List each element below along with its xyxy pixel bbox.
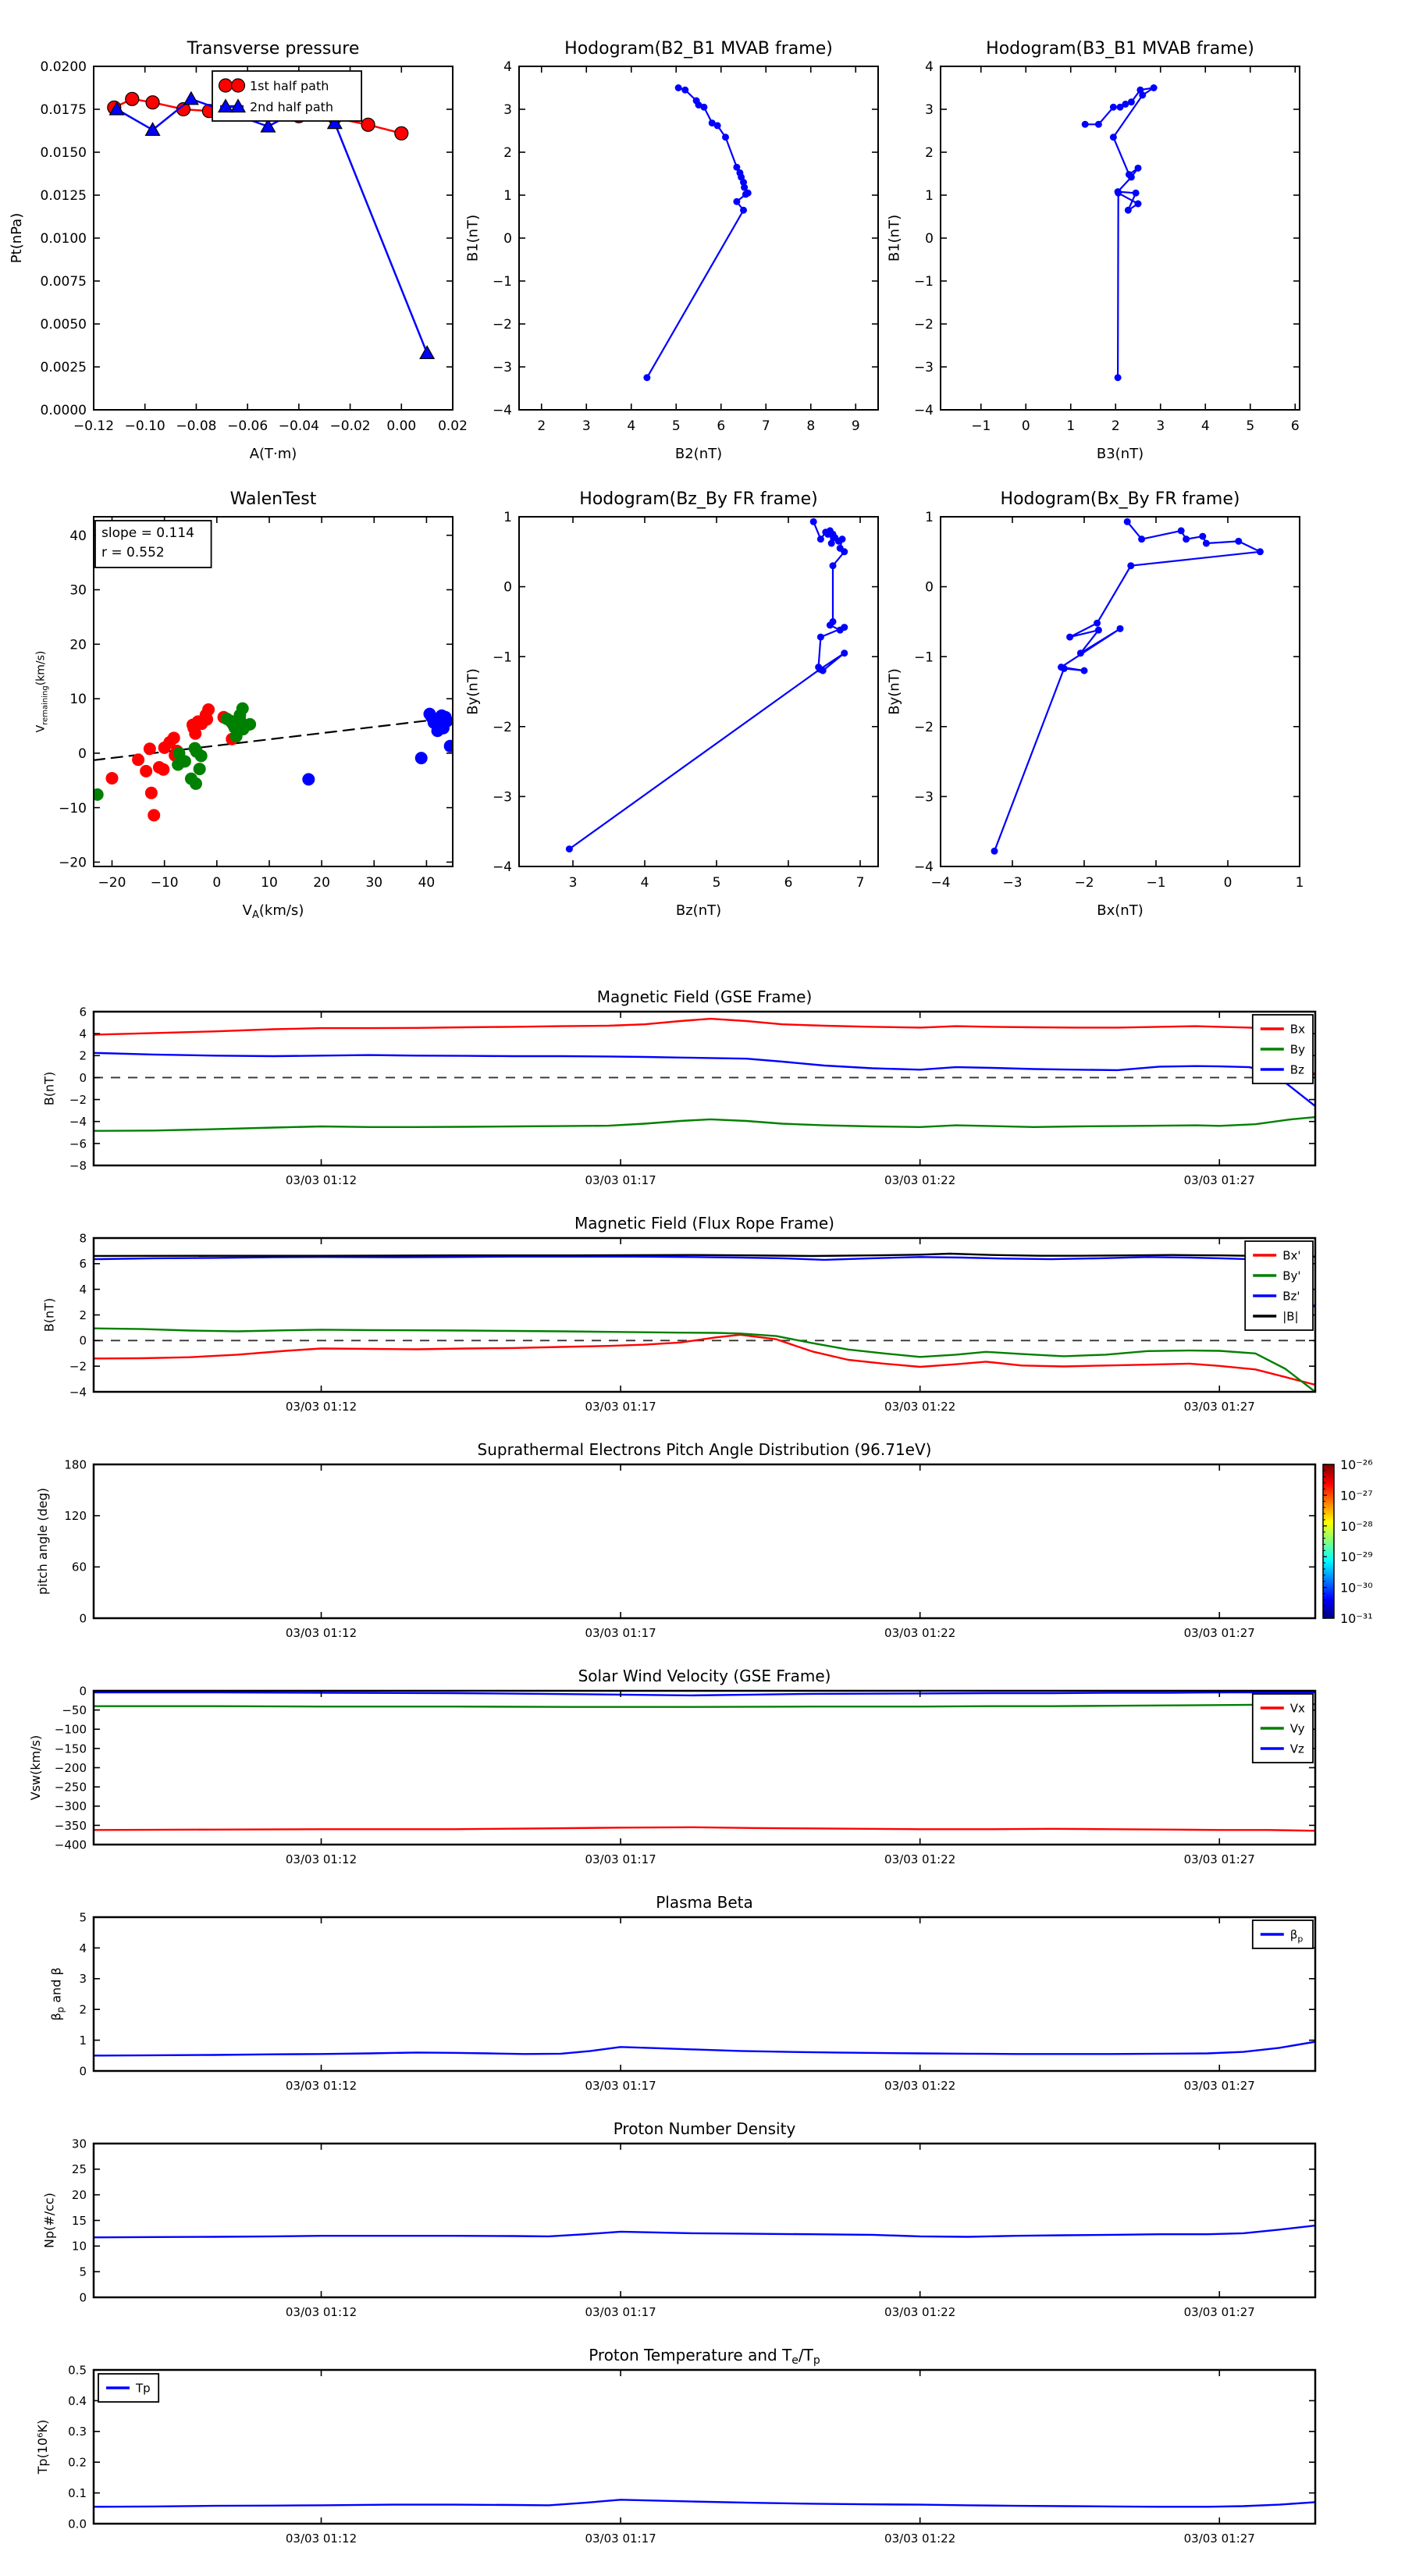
y-tick-label: −3 bbox=[913, 360, 934, 376]
axis-ticks bbox=[94, 517, 453, 866]
legend-label: Vx bbox=[1289, 1701, 1305, 1716]
x-tick-label: 03/03 01:22 bbox=[884, 1852, 956, 1866]
y-tick-label: 0.4 bbox=[68, 2393, 87, 2408]
series-B bbox=[94, 1254, 1315, 1257]
panel-title: Hodogram(B3_B1 MVAB frame) bbox=[986, 39, 1254, 59]
panel-title: Proton Temperature and $T_e/T_p$ bbox=[589, 2346, 820, 2367]
y-tick-label: 8 bbox=[79, 1231, 87, 1246]
x-tick-label: 03/03 01:27 bbox=[1183, 1400, 1255, 1414]
y-tick-label: 1 bbox=[503, 188, 512, 205]
x-tick-label: 4 bbox=[640, 875, 649, 891]
axes-border bbox=[94, 2370, 1315, 2524]
x-tick-label: −0.02 bbox=[329, 418, 371, 434]
x-tick-label: 10 bbox=[261, 875, 278, 891]
series-Vz bbox=[94, 1692, 1315, 1695]
y-tick-label: 5 bbox=[79, 2265, 87, 2279]
y-tick-label: 0 bbox=[503, 231, 512, 247]
colorbar-label: 10⁻²⁸ bbox=[1340, 1518, 1373, 1534]
x-tick-label: 03/03 01:17 bbox=[585, 1173, 656, 1187]
x-tick-label: 03/03 01:17 bbox=[585, 2079, 656, 2093]
y-tick-label: 10 bbox=[71, 2239, 87, 2254]
x-tick-label: 03/03 01:27 bbox=[1183, 1626, 1255, 1640]
x-axis-label: Bz(nT) bbox=[675, 902, 722, 919]
colorbar-label: 10⁻²⁹ bbox=[1340, 1550, 1373, 1565]
panel-title: Transverse pressure bbox=[187, 39, 360, 59]
x-tick-label: 20 bbox=[313, 875, 330, 891]
y-tick-label: 0.1 bbox=[68, 2486, 87, 2500]
x-tick-label: 03/03 01:17 bbox=[585, 1626, 656, 1640]
y-tick-label: −1 bbox=[913, 274, 934, 290]
y-tick-label: −300 bbox=[54, 1799, 87, 1814]
y-tick-label: −20 bbox=[59, 855, 87, 871]
axes-border bbox=[941, 66, 1300, 410]
y-tick-label: 0 bbox=[79, 2290, 87, 2305]
legend-label: Tp bbox=[136, 2381, 151, 2396]
y-axis-label: B(nT) bbox=[41, 1297, 57, 1332]
x-tick-label: −0.04 bbox=[278, 418, 319, 434]
x-tick-label: 03/03 01:17 bbox=[585, 1852, 656, 1866]
y-tick-label: −350 bbox=[54, 1818, 87, 1833]
y-tick-label: 60 bbox=[71, 1560, 87, 1574]
x-tick-label: 03/03 01:12 bbox=[285, 2079, 357, 2093]
y-tick-label: 4 bbox=[925, 59, 934, 76]
series-Bx-By-path bbox=[991, 518, 1264, 855]
x-tick-label: 03/03 01:22 bbox=[884, 2532, 956, 2546]
y-tick-label: 0.0200 bbox=[40, 59, 87, 76]
series-2nd-interval bbox=[302, 708, 456, 786]
panel-hodogram-b2-b1 bbox=[464, 39, 878, 462]
series-center-interval bbox=[91, 703, 256, 801]
axis-ticks bbox=[519, 517, 878, 866]
y-tick-label: −3 bbox=[492, 789, 512, 806]
y-tick-label: 0.2 bbox=[68, 2455, 87, 2470]
axis-ticks bbox=[94, 1691, 1315, 1845]
legend-label: $\beta_p$ bbox=[1289, 1927, 1304, 1944]
panel-title: Hodogram(Bz_By FR frame) bbox=[579, 489, 818, 509]
x-tick-label: 6 bbox=[1290, 418, 1300, 434]
y-tick-label: −4 bbox=[69, 1115, 87, 1130]
y-tick-label: −8 bbox=[69, 1158, 87, 1173]
y-tick-label: −2 bbox=[492, 719, 512, 735]
axes-border bbox=[94, 1691, 1315, 1845]
y-tick-label: −1 bbox=[913, 649, 934, 666]
y-tick-label: 4 bbox=[79, 1026, 87, 1041]
axes-border bbox=[94, 517, 453, 866]
series-1st-interval bbox=[106, 703, 239, 821]
y-tick-label: 0 bbox=[79, 1611, 87, 1626]
y-tick-label: 0.5 bbox=[68, 2363, 87, 2378]
panel-electron-pad bbox=[35, 1440, 1373, 1640]
y-tick-label: −2 bbox=[913, 317, 934, 333]
y-tick-label: 2 bbox=[503, 145, 512, 162]
y-axis-label: B1(nT) bbox=[886, 214, 903, 262]
y-tick-label: −10 bbox=[59, 800, 87, 817]
panel-title: Hodogram(B2_B1 MVAB frame) bbox=[564, 39, 833, 59]
y-axis-label: $V_{remaining}(km/s)$ bbox=[34, 650, 50, 733]
legend-label: 1st half path bbox=[250, 78, 329, 94]
panel-title: Proton Number Density bbox=[613, 2119, 796, 2138]
y-tick-label: −50 bbox=[62, 1703, 87, 1718]
y-axis-label: B1(nT) bbox=[464, 214, 482, 262]
panel-proton-temperature bbox=[35, 2346, 1315, 2546]
y-axis-label: Np(#/cc) bbox=[41, 2193, 57, 2248]
y-tick-label: 0 bbox=[79, 1333, 87, 1348]
legend-label: |B| bbox=[1282, 1309, 1299, 1324]
x-tick-label: −3 bbox=[1002, 875, 1023, 891]
y-tick-label: −1 bbox=[492, 274, 512, 290]
x-tick-label: −0.12 bbox=[73, 418, 115, 434]
axis-ticks bbox=[94, 2370, 1315, 2524]
series-Bx bbox=[94, 1335, 1315, 1385]
x-tick-label: 03/03 01:22 bbox=[884, 1400, 956, 1414]
y-axis-label: B(nT) bbox=[41, 1071, 57, 1106]
y-tick-label: 6 bbox=[79, 1005, 87, 1019]
x-tick-label: −0.06 bbox=[227, 418, 269, 434]
y-tick-label: 0.0 bbox=[68, 2517, 87, 2532]
series-By bbox=[94, 1329, 1315, 1392]
panel-title: WalenTest bbox=[229, 489, 317, 509]
x-tick-label: 0 bbox=[1021, 418, 1030, 434]
y-tick-label: −2 bbox=[492, 317, 512, 333]
y-tick-label: −4 bbox=[492, 403, 512, 419]
x-tick-label: 6 bbox=[784, 875, 793, 891]
axis-ticks bbox=[94, 1917, 1315, 2071]
x-tick-label: 0.02 bbox=[438, 418, 468, 434]
y-tick-label: 15 bbox=[71, 2213, 87, 2228]
x-tick-label: −4 bbox=[930, 875, 951, 891]
series-By bbox=[94, 1117, 1315, 1131]
axes-border bbox=[94, 1917, 1315, 2071]
y-tick-label: 3 bbox=[925, 102, 934, 119]
x-tick-label: 8 bbox=[806, 418, 816, 434]
panel-title: Suprathermal Electrons Pitch Angle Distribution (96.71eV) bbox=[477, 1440, 932, 1459]
series-Bx bbox=[94, 1019, 1315, 1076]
legend-label: Bx bbox=[1289, 1022, 1305, 1037]
panel-hodogram-bz-by bbox=[464, 489, 878, 919]
x-tick-label: 0 bbox=[212, 875, 222, 891]
x-tick-label: 2 bbox=[1111, 418, 1120, 434]
x-tick-label: 5 bbox=[671, 418, 681, 434]
x-tick-label: 03/03 01:12 bbox=[285, 2532, 357, 2546]
panel-transverse-pressure bbox=[9, 39, 468, 462]
y-axis-label: Vsw(km/s) bbox=[28, 1735, 44, 1801]
legend-label: Bx' bbox=[1282, 1248, 1301, 1263]
x-tick-label: 5 bbox=[1246, 418, 1255, 434]
y-tick-label: 1 bbox=[79, 2033, 87, 2048]
x-axis-label: B3(nT) bbox=[1096, 446, 1144, 462]
x-tick-label: 0 bbox=[1223, 875, 1232, 891]
x-tick-label: 03/03 01:22 bbox=[884, 1173, 956, 1187]
legend bbox=[1253, 1015, 1313, 1083]
y-axis-label: By(nT) bbox=[464, 668, 482, 715]
axis-ticks bbox=[941, 66, 1300, 410]
axes-border bbox=[94, 1238, 1315, 1392]
x-tick-label: 03/03 01:27 bbox=[1183, 2079, 1255, 2093]
y-tick-label: 0 bbox=[925, 579, 934, 596]
y-tick-label: −100 bbox=[54, 1722, 87, 1737]
panel-hodogram-bx-by bbox=[886, 489, 1304, 919]
series-Bz bbox=[94, 1257, 1315, 1308]
x-tick-label: 03/03 01:27 bbox=[1183, 1173, 1255, 1187]
x-tick-label: 03/03 01:17 bbox=[585, 2532, 656, 2546]
y-tick-label: 0 bbox=[79, 1070, 87, 1085]
x-tick-label: −2 bbox=[1074, 875, 1094, 891]
x-tick-label: 03/03 01:12 bbox=[285, 1852, 357, 1866]
x-tick-label: 5 bbox=[712, 875, 721, 891]
legend bbox=[1253, 1920, 1313, 1948]
series-B3-B1-path bbox=[1082, 84, 1158, 381]
y-tick-label: −4 bbox=[69, 1385, 87, 1400]
panel-plasma-beta bbox=[48, 1893, 1315, 2093]
y-tick-label: 0.0000 bbox=[40, 403, 87, 419]
axis-ticks bbox=[94, 1464, 1315, 1618]
x-tick-label: 3 bbox=[582, 418, 591, 434]
y-tick-label: 0.0175 bbox=[40, 102, 87, 119]
y-tick-label: −4 bbox=[913, 859, 934, 876]
y-tick-label: −2 bbox=[69, 1092, 87, 1107]
series-Np bbox=[94, 2226, 1315, 2237]
x-tick-label: 40 bbox=[418, 875, 436, 891]
panel-hodogram-b3-b1 bbox=[886, 39, 1300, 462]
x-tick-label: 3 bbox=[568, 875, 578, 891]
series-2nd-half-path bbox=[110, 92, 435, 359]
y-tick-label: 2 bbox=[925, 145, 934, 162]
colorbar-label: 10⁻²⁶ bbox=[1340, 1457, 1373, 1472]
annotation-line: slope = 0.114 bbox=[101, 525, 194, 541]
y-tick-label: 4 bbox=[79, 1283, 87, 1297]
x-tick-label: −20 bbox=[98, 875, 126, 891]
x-tick-label: 03/03 01:17 bbox=[585, 1400, 656, 1414]
y-tick-label: 0 bbox=[79, 2064, 87, 2079]
x-tick-label: 03/03 01:17 bbox=[585, 2305, 656, 2319]
x-tick-label: 03/03 01:12 bbox=[285, 1626, 357, 1640]
x-tick-label: −1 bbox=[1146, 875, 1166, 891]
x-tick-label: 9 bbox=[851, 418, 860, 434]
y-axis-label: Tp(10⁶K) bbox=[34, 2419, 50, 2475]
panel-title: Hodogram(Bx_By FR frame) bbox=[1000, 489, 1240, 509]
panel-title: Magnetic Field (Flux Rope Frame) bbox=[574, 1214, 834, 1233]
x-tick-label: 30 bbox=[365, 875, 383, 891]
panel-mag-gse bbox=[42, 987, 1315, 1187]
x-tick-label: 03/03 01:22 bbox=[884, 1626, 956, 1640]
legend-label: Bz' bbox=[1282, 1289, 1300, 1304]
x-tick-label: 3 bbox=[1156, 418, 1165, 434]
x-axis-label: B2(nT) bbox=[674, 446, 723, 462]
y-tick-label: −6 bbox=[69, 1137, 87, 1151]
y-tick-label: 20 bbox=[69, 637, 87, 653]
x-tick-label: 03/03 01:12 bbox=[285, 1400, 357, 1414]
y-tick-label: −150 bbox=[54, 1742, 87, 1756]
legend-label: By' bbox=[1282, 1268, 1301, 1283]
y-tick-label: 1 bbox=[503, 510, 512, 526]
x-tick-label: 03/03 01:27 bbox=[1183, 2532, 1255, 2546]
colorbar-label: 10⁻³¹ bbox=[1340, 1611, 1373, 1626]
x-tick-label: 03/03 01:27 bbox=[1183, 2305, 1255, 2319]
x-tick-label: 7 bbox=[855, 875, 865, 891]
x-tick-label: 7 bbox=[761, 418, 770, 434]
y-tick-label: −3 bbox=[913, 789, 934, 806]
series-B2-B1-path bbox=[643, 84, 751, 381]
y-tick-label: 6 bbox=[79, 1257, 87, 1272]
y-tick-label: 0.0050 bbox=[40, 317, 87, 333]
y-tick-label: 0.0075 bbox=[40, 274, 87, 290]
x-tick-label: −10 bbox=[150, 875, 179, 891]
series-Vy bbox=[94, 1704, 1315, 1707]
y-tick-label: 3 bbox=[503, 102, 512, 119]
axes-border bbox=[519, 517, 878, 866]
panel-mag-fr bbox=[42, 1214, 1315, 1414]
y-tick-label: 40 bbox=[69, 528, 87, 544]
y-tick-label: 0 bbox=[79, 1684, 87, 1699]
axis-ticks bbox=[941, 517, 1300, 866]
axes-border bbox=[94, 2144, 1315, 2297]
series-p bbox=[94, 2042, 1315, 2056]
x-tick-label: −1 bbox=[971, 418, 991, 434]
x-tick-label: 4 bbox=[627, 418, 636, 434]
y-tick-label: 0.3 bbox=[68, 2425, 87, 2439]
y-tick-label: −1 bbox=[492, 649, 512, 666]
panel-title: Plasma Beta bbox=[656, 1893, 753, 1912]
axis-ticks bbox=[94, 1238, 1315, 1392]
legend bbox=[1245, 1241, 1313, 1330]
y-tick-label: 20 bbox=[71, 2188, 87, 2203]
legend-label: Bz bbox=[1289, 1062, 1304, 1077]
panel-walen-test bbox=[34, 489, 456, 921]
x-tick-label: 4 bbox=[1200, 418, 1210, 434]
x-tick-label: 03/03 01:22 bbox=[884, 2079, 956, 2093]
y-tick-label: 25 bbox=[71, 2162, 87, 2177]
panel-title: Magnetic Field (GSE Frame) bbox=[596, 987, 813, 1006]
legend-label: 2nd half path bbox=[250, 99, 334, 115]
y-tick-label: 5 bbox=[79, 1910, 87, 1925]
y-tick-label: 1 bbox=[925, 510, 934, 526]
y-tick-label: 0 bbox=[503, 579, 512, 596]
colorbar bbox=[1323, 1457, 1373, 1626]
y-tick-label: 2 bbox=[79, 2002, 87, 2017]
colorbar-label: 10⁻³⁰ bbox=[1340, 1580, 1373, 1596]
annotation-line: r = 0.552 bbox=[101, 545, 165, 560]
y-tick-label: 120 bbox=[64, 1509, 87, 1524]
y-tick-label: −400 bbox=[54, 1838, 87, 1852]
y-tick-label: −4 bbox=[492, 859, 512, 876]
axes-border bbox=[94, 1012, 1315, 1165]
y-tick-label: 4 bbox=[79, 1941, 87, 1955]
y-tick-label: 2 bbox=[79, 1308, 87, 1322]
legend-label: Vy bbox=[1289, 1721, 1305, 1736]
y-tick-label: 1 bbox=[925, 188, 934, 205]
legend-label: By bbox=[1289, 1042, 1305, 1057]
axes-border bbox=[519, 66, 878, 410]
y-tick-label: 0.0125 bbox=[40, 188, 87, 205]
legend bbox=[98, 2374, 158, 2402]
axis-ticks bbox=[519, 66, 878, 410]
colorbar-label: 10⁻²⁷ bbox=[1340, 1488, 1373, 1503]
legend bbox=[1253, 1694, 1313, 1763]
x-axis-label: A(T·m) bbox=[249, 446, 297, 462]
y-tick-label: 10 bbox=[69, 692, 87, 708]
series-Vx bbox=[94, 1827, 1315, 1831]
y-tick-label: −200 bbox=[54, 1760, 87, 1775]
y-tick-label: 30 bbox=[69, 582, 87, 599]
axes-border bbox=[94, 1464, 1315, 1618]
x-tick-label: 1 bbox=[1066, 418, 1076, 434]
y-tick-label: 4 bbox=[503, 59, 512, 76]
panel-title: Solar Wind Velocity (GSE Frame) bbox=[578, 1667, 831, 1685]
axes-border bbox=[941, 517, 1300, 866]
y-tick-label: 0.0150 bbox=[40, 145, 87, 162]
panel-proton-density bbox=[42, 2119, 1315, 2319]
series-Bz bbox=[94, 1053, 1315, 1106]
annotation-box bbox=[95, 521, 212, 568]
x-tick-label: 1 bbox=[1295, 875, 1304, 891]
x-tick-label: 2 bbox=[537, 418, 546, 434]
y-tick-label: 30 bbox=[71, 2137, 87, 2151]
y-tick-label: 0 bbox=[78, 745, 87, 762]
y-tick-label: −3 bbox=[492, 360, 512, 376]
y-tick-label: −2 bbox=[69, 1359, 87, 1374]
y-tick-label: −4 bbox=[913, 403, 934, 419]
axis-ticks bbox=[94, 1012, 1315, 1165]
series-Bz-By-path bbox=[566, 518, 848, 852]
x-tick-label: −0.08 bbox=[176, 418, 217, 434]
x-tick-label: 03/03 01:12 bbox=[285, 2305, 357, 2319]
y-axis-label: $\beta_p$ and β bbox=[48, 1967, 66, 2021]
x-tick-label: 03/03 01:27 bbox=[1183, 1852, 1255, 1866]
x-tick-label: 03/03 01:22 bbox=[884, 2305, 956, 2319]
x-tick-label: −0.10 bbox=[124, 418, 165, 434]
panel-vsw-gse bbox=[28, 1667, 1315, 1866]
axis-ticks bbox=[94, 2144, 1315, 2297]
x-tick-label: 03/03 01:12 bbox=[285, 1173, 357, 1187]
y-tick-label: −250 bbox=[54, 1780, 87, 1795]
y-tick-label: 3 bbox=[79, 1972, 87, 1987]
x-axis-label: $V_A(km/s)$ bbox=[242, 902, 304, 921]
y-tick-label: 0 bbox=[925, 231, 934, 247]
y-tick-label: −2 bbox=[913, 719, 934, 735]
y-axis-label: Pt(nPa) bbox=[8, 212, 25, 264]
y-axis-label: By(nT) bbox=[886, 668, 903, 715]
y-tick-label: 0.0025 bbox=[40, 360, 87, 376]
x-axis-label: Bx(nT) bbox=[1097, 902, 1144, 919]
legend bbox=[212, 71, 361, 121]
legend-label: Vz bbox=[1289, 1742, 1304, 1756]
y-axis-label: pitch angle (deg) bbox=[34, 1487, 50, 1596]
x-tick-label: 0.00 bbox=[386, 418, 417, 434]
x-tick-label: 6 bbox=[717, 418, 726, 434]
series-Tp bbox=[94, 2500, 1315, 2507]
y-tick-label: 0.0100 bbox=[40, 231, 87, 247]
y-tick-label: 180 bbox=[64, 1457, 87, 1472]
y-tick-label: 2 bbox=[79, 1048, 87, 1063]
